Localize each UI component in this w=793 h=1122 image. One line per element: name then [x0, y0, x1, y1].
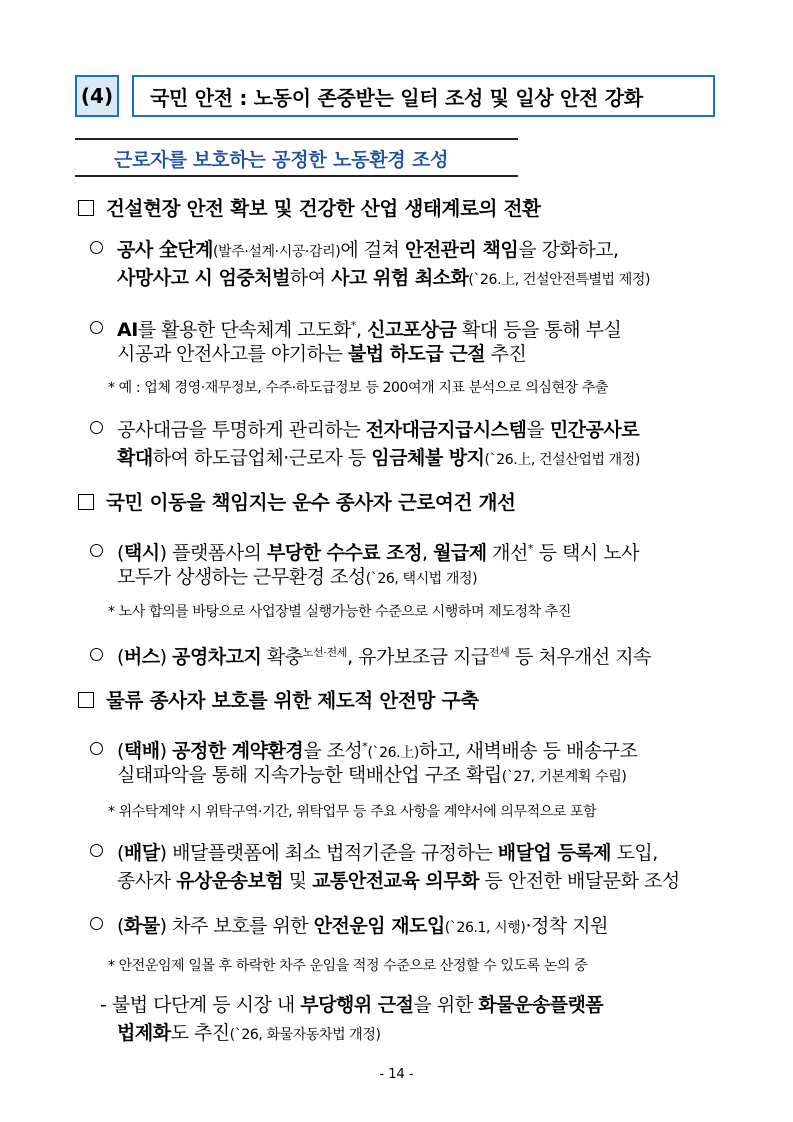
- section-number: (4): [80, 84, 114, 108]
- circle-bullet-icon: [90, 742, 103, 755]
- bullet-transport-1-cont: 모두가 상생하는 근무환경 조성(`26, 택시법 개정): [117, 566, 478, 588]
- circle-bullet-icon: [90, 917, 103, 930]
- section-title-box: [132, 75, 715, 117]
- subtitle: 근로자를 보호하는 공정한 노동환경 조성: [114, 149, 449, 171]
- bullet-transport-1: (택시) 플랫폼사의 부당한 수수료 조정, 월급제 개선* 등 택시 노사: [90, 536, 639, 566]
- bullet-construction-1-cont: 사망사고 시 엄중처벌하여 사고 위험 최소화(`26.上, 건설안전특별법 제정): [117, 267, 651, 289]
- dash-item-logistics: - 불법 다단계 등 시장 내 부당행위 근절을 위한 화물운송플랫폼: [100, 994, 604, 1016]
- circle-bullet-icon: [90, 844, 103, 857]
- section-heading-1: 건설현장 안전 확보 및 건강한 산업 생태계로의 전환: [78, 193, 541, 221]
- footnote-logistics-1: * 위수탁계약 시 위탁구역·기간, 위탁업무 등 주요 사항을 계약서에 의무적으로 포함: [108, 804, 597, 820]
- footnote-transport-1: * 노사 합의를 바탕으로 사업장별 실행가능한 수준으로 시행하며 제도정착 추진: [108, 604, 572, 620]
- subtitle-top-rule: [75, 138, 518, 140]
- circle-bullet-icon: [90, 648, 103, 661]
- section-heading-2: 국민 이동을 책임지는 운수 종사자 근로여건 개선: [78, 487, 516, 515]
- dash-item-logistics-cont: 법제화도 추진(`26, 화물자동차법 개정): [117, 1022, 381, 1044]
- bullet-logistics-2: (배달) 배달플랫폼에 최소 법적기준을 규정하는 배달업 등록제 도입,: [90, 840, 658, 866]
- bullet-construction-1: 공사 全단계(발주·설계·시공·감리)에 걸쳐 안전관리 책임을 강화하고,: [90, 237, 619, 265]
- circle-bullet-icon: [90, 241, 103, 254]
- checkbox-square-icon: [78, 692, 94, 708]
- bullet-logistics-1: (택배) 공정한 계약환경을 조성*(`26.上)하고, 새벽배송 등 배송구조: [90, 734, 637, 766]
- checkbox-square-icon: [78, 494, 94, 510]
- bullet-transport-2: (버스) 공영차고지 확충$^{노선\cdot 전세}$, 유가보조금 지급$^{전세}$ 등 처우개선 지속: [90, 640, 651, 670]
- bullet-construction-2-cont: 시공과 안전사고를 야기하는 불법 하도급 근절 추진: [117, 343, 527, 365]
- subtitle-bottom-rule: [75, 175, 518, 177]
- bullet-logistics-2-cont: 종사자 유상운송보험 및 교통안전교육 의무화 등 안전한 배달문화 조성: [117, 870, 680, 892]
- circle-bullet-icon: [90, 321, 103, 334]
- section-heading-3: 물류 종사자 보호를 위한 제도적 안전망 구축: [78, 685, 479, 713]
- bullet-construction-3: 공사대금을 투명하게 관리하는 전자대금지급시스템을 민간공사로: [90, 417, 639, 443]
- checkbox-square-icon: [78, 200, 94, 216]
- footnote-construction-2: * 예 : 업체 경영·재무정보, 수주·하도급정보 등 200여개 지표 분석으로 의심현장 추출: [108, 380, 608, 396]
- circle-bullet-icon: [90, 421, 103, 434]
- circle-bullet-icon: [90, 544, 103, 557]
- bullet-logistics-3: (화물) 차주 보호를 위한 안전운임 재도입(`26.1, 시행)·정착 지원: [90, 913, 608, 941]
- bullet-construction-2: AI를 활용한 단속체계 고도화*, 신고포상금 확대 등을 통해 부실: [90, 313, 621, 343]
- footnote-logistics-3: * 안전운임제 일몰 후 하락한 차주 운임을 적정 수준으로 산정할 수 있도록 논의 중: [108, 958, 588, 974]
- bullet-logistics-1-cont: 실태파악을 통해 지속가능한 택배산업 구조 확립(`27, 기본계획 수립): [117, 764, 627, 786]
- section-title: 국민 안전 : 노동이 존중받는 일터 조성 및 일상 안전 강화: [150, 85, 643, 110]
- section-number-box: [75, 75, 119, 117]
- page-number: - 14 -: [379, 1067, 414, 1082]
- bullet-construction-3-cont: 확대하여 하도급업체·근로자 등 임금체불 방지(`26.上, 건설산업법 개정): [117, 447, 640, 469]
